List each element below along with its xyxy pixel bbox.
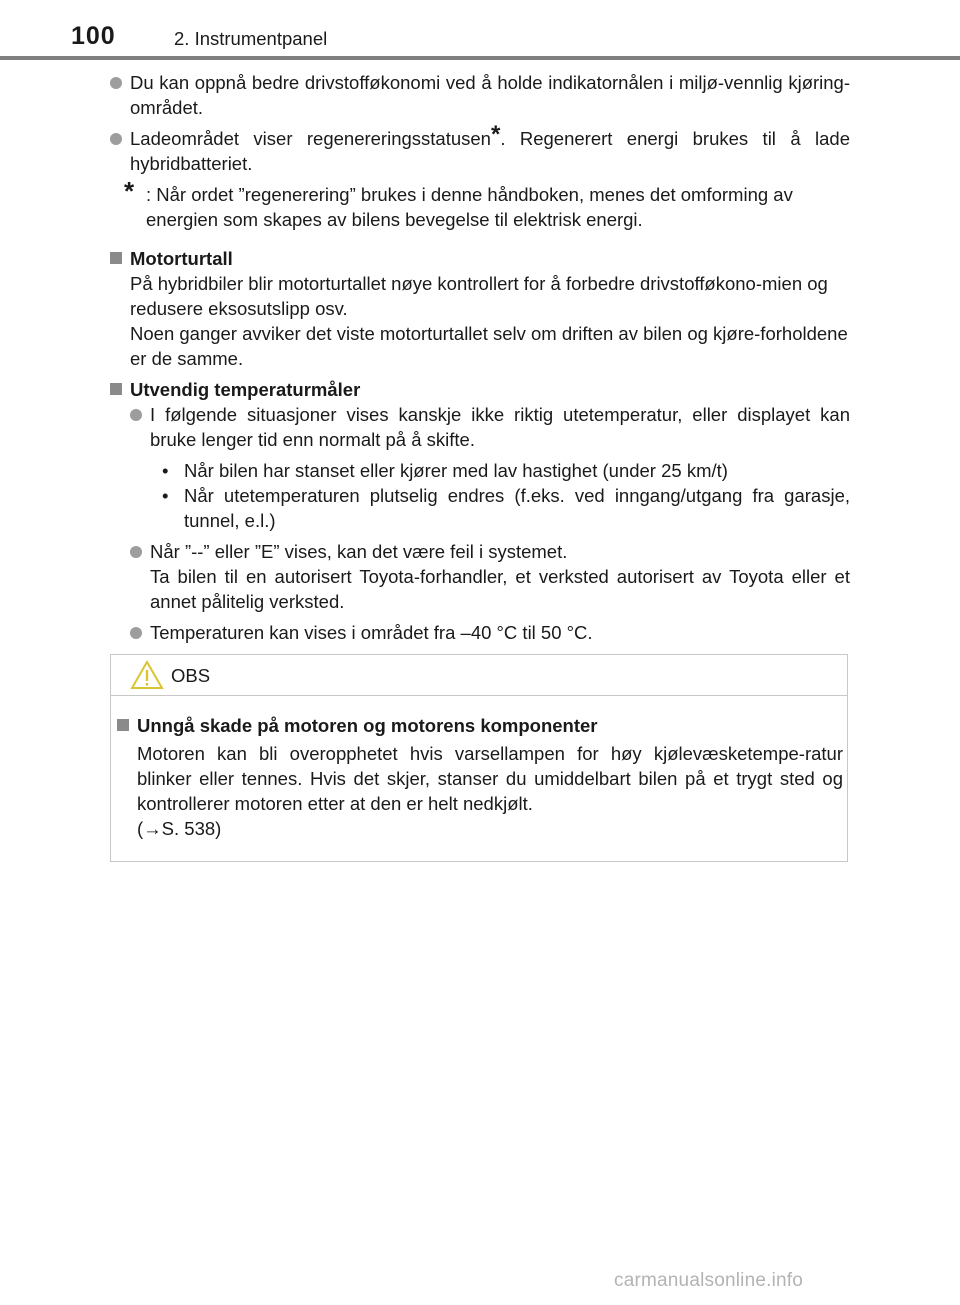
notice-header: [111, 655, 847, 696]
bullet-text: Når ”--” eller ”E” vises, kan det være feil i systemet.: [150, 541, 568, 562]
bullet-text: Ladeområdet viser regenereringsstatusen: [130, 128, 491, 149]
bullet-text: I følgende situasjoner vises kanskje ikke riktig utetemperatur, eller displayet kan bruke lenger tid enn normalt på å skifte.: [150, 404, 850, 450]
notice-text: [117, 741, 843, 841]
motor-paragraph: [110, 271, 850, 371]
page-number: 100: [71, 22, 116, 50]
heading-square-icon: [117, 719, 129, 731]
bullet-dot-icon: [130, 627, 142, 639]
sub-item: [150, 458, 850, 483]
notice-body: [117, 713, 843, 841]
bullet-text: Du kan oppnå bedre drivstofføkonomi ved å holde indikatornålen i miljø-vennlig kjøring-området.: [130, 72, 850, 118]
notice-box: [110, 654, 848, 862]
heading-square-icon: [110, 383, 122, 395]
footnote-star: *: [124, 176, 135, 206]
notice-paragraph: Motoren kan bli overopphetet hvis varsellampen for høy kjølevæsketempe-ratur blinker eller tennes. Hvis det skjer, stanser du umiddelbart bilen på et trygt sted og kontrollerer motoren etter at den er helt nedkjølt.: [137, 743, 843, 814]
bullet-dot-icon: [130, 546, 142, 558]
sub-list: [150, 458, 850, 533]
bullet-temp-2: [130, 539, 850, 614]
footnote-text: : Når ordet ”regenerering” brukes i denne håndboken, menes det omforming av energien som skapes av bilens bevegelse til elektrisk energi.: [146, 184, 793, 230]
watermark: carmanualsonline.info: [614, 1270, 804, 1291]
heading-motor: [110, 246, 850, 271]
bullet-eco: [110, 70, 850, 120]
bullet-charge: [110, 121, 850, 176]
motor-text-1: På hybridbiler blir motorturtallet nøye kontrollert for å forbedre drivstofføkono-mien og redusere eksosutslipp osv.: [130, 273, 828, 319]
bullet-text-cont: . Regenerert energi brukes til å lade hybridbatteriet.: [130, 128, 850, 174]
temperature-section: [110, 402, 850, 645]
heading-text: Motorturtall: [130, 248, 233, 269]
notice-title: OBS: [171, 665, 211, 686]
footnote-star: *: [490, 121, 501, 148]
sub-item-text: Når utetemperaturen plutselig endres (f.eks. ved inngang/utgang fra garasje, tunnel, e.l.): [184, 485, 850, 531]
bullet-text: Temperaturen kan vises i området fra –40 °C til 50 °C.: [150, 622, 593, 643]
heading-square-icon: [110, 252, 122, 264]
heading-temperature: [110, 377, 850, 402]
sub-bullet-marker: •: [162, 460, 169, 481]
bullet-dot-icon: [110, 133, 122, 145]
main-content: [110, 70, 850, 651]
bullet-text-cont: Ta bilen til en autorisert Toyota-forhandler, et verksted autorisert av Toyota eller et annet pålitelig verksted.: [150, 566, 850, 612]
sub-bullet-marker: •: [162, 485, 169, 506]
notice-heading: [117, 713, 843, 738]
bullet-dot-icon: [130, 409, 142, 421]
motor-text-2: Noen ganger avviker det viste motorturtallet selv om driften av bilen og kjøre-forholdene er de samme.: [130, 323, 848, 369]
sub-item: [150, 483, 850, 533]
notice-heading-text: Unngå skade på motoren og motorens komponenter: [137, 715, 598, 736]
section-title: 2. Instrumentpanel: [174, 28, 328, 49]
bullet-temp-1: [130, 402, 850, 533]
heading-text: Utvendig temperaturmåler: [130, 379, 361, 400]
footnote: [110, 176, 850, 232]
sub-item-text: Når bilen har stanset eller kjører med lav hastighet (under 25 km/t): [184, 460, 728, 481]
warning-triangle-icon: [129, 659, 165, 691]
bullet-dot-icon: [110, 77, 122, 89]
bullet-temp-3: [130, 620, 850, 645]
page-reference-link[interactable]: (→S. 538): [137, 818, 222, 839]
page-header: [0, 0, 960, 60]
header-rule: [0, 56, 960, 60]
